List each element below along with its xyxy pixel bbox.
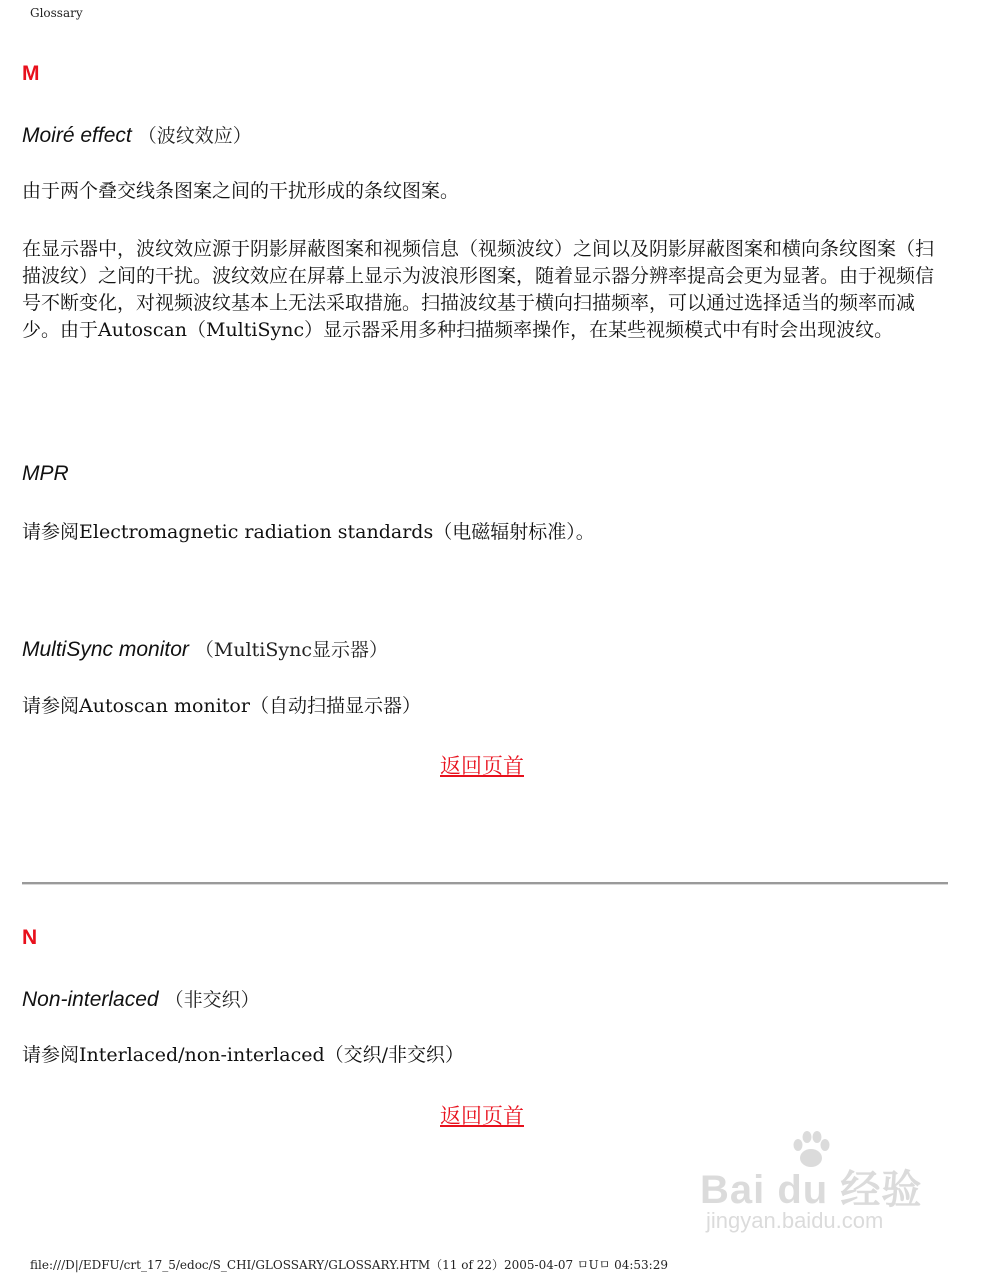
- term-multisync-monitor: [22, 635, 388, 662]
- term-noninterlaced-en: Non-interlaced: [22, 988, 159, 1011]
- multisync-see-also: 请参阅Autoscan monitor（自动扫描显示器）: [22, 695, 421, 717]
- term-moire-zh: （波纹效应）: [137, 125, 252, 147]
- page-footer-path: file:///D|/EDFU/crt_17_5/edoc/S_CHI/GLOSSARY/GLOSSARY.HTM（11 of 22）2005-04-07 ㅁUㅁ 04:53:29: [30, 1258, 668, 1272]
- term-moire-effect: [22, 121, 252, 148]
- term-mpr-en: MPR: [22, 462, 69, 485]
- section-letter-m: M: [22, 62, 40, 85]
- section-divider: [22, 882, 948, 885]
- noninterlaced-see-also: 请参阅Interlaced/non-interlaced（交织/非交织）: [22, 1044, 465, 1066]
- moire-definition: 由于两个叠交线条图案之间的干扰形成的条纹图案。: [22, 180, 460, 202]
- term-moire-en: Moiré effect: [22, 124, 132, 147]
- moire-description: 在显示器中，波纹效应源于阴影屏蔽图案和视频信息（视频波纹）之间以及阴影屏蔽图案和横向条纹图案（扫描波纹）之间的干扰。波纹效应在屏幕上显示为波浪形图案，随着显示器分辨率提高会更为显著。由于视频信号不断变化，对视频波纹基本上无法采取措施。扫描波纹基于横向扫描频率，可以通过选择适当的频率而减少。由于Autoscan（MultiSync）显示器采用多种扫描频率操作，在某些视频模式中有时会出现波纹。: [22, 238, 935, 341]
- term-mpr: [22, 461, 69, 486]
- page-header-title: Glossary: [30, 6, 83, 20]
- watermark-url: jingyan.baidu.com: [706, 1208, 884, 1233]
- section-letter-n: N: [22, 926, 38, 949]
- term-noninterlaced-zh: （非交织）: [164, 989, 260, 1011]
- watermark-brand: Bai du 经验: [700, 1168, 923, 1212]
- term-non-interlaced: [22, 985, 260, 1012]
- mpr-see-also: 请参阅Electromagnetic radiation standards（电磁辐射标准）。: [22, 521, 595, 543]
- term-multisync-zh: （MultiSync显示器）: [194, 639, 388, 661]
- back-to-top-link-m[interactable]: 返回页首: [440, 754, 524, 778]
- term-multisync-en: MultiSync monitor: [22, 638, 189, 661]
- baidu-jingyan-watermark: [700, 1128, 940, 1238]
- back-to-top-link-n[interactable]: 返回页首: [440, 1104, 524, 1128]
